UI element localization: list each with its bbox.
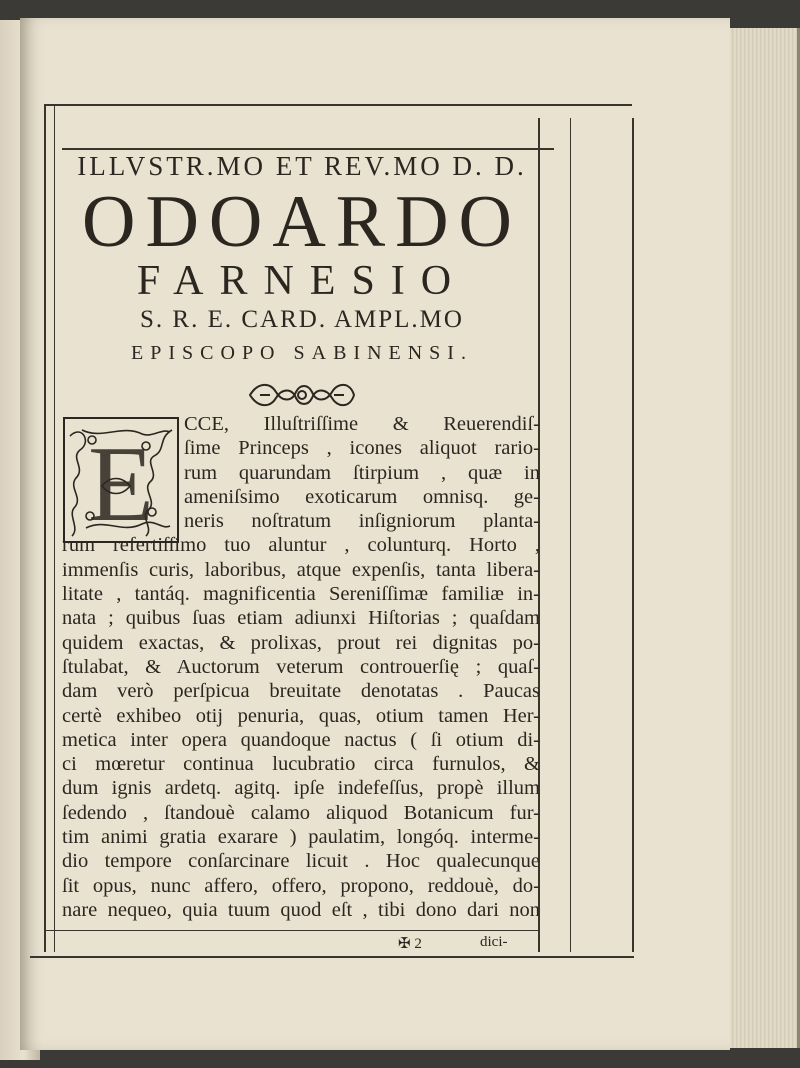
body-line-11: ſtulabat, & Auctorum veterum controuerſię ; quaſ- <box>62 655 540 678</box>
body-line-8: litate , tantáq. magnificentia Sereniſſimæ familiæ in- <box>62 583 540 606</box>
bottom-rule-long <box>30 956 634 958</box>
top-rule <box>44 104 632 106</box>
heading-line-honorific: ILLVSTR.MO ET REV.MO D. D. <box>77 151 527 181</box>
left-rule-outer <box>44 104 46 952</box>
body-line-9: nata ; quibus ſuas etiam adiunxi Hiſtorias ; quaſdam <box>62 607 540 630</box>
body-line-2: ſime Princeps , icones aliquot rario- <box>184 437 540 460</box>
signature-mark: ✠ 2 <box>398 936 422 952</box>
body-line-19: dio tempore conſarcinare licuit . Hoc qualecunque <box>62 850 540 873</box>
body-line-20: ſit opus, nunc affero, offero, propono, reddouè, do- <box>62 874 540 897</box>
body-line-18: tim animi gratia exarare ) paulatim, longóq. interme- <box>62 826 540 849</box>
body-line-1: CCE, Illuſtriſſime & Reuerendiſ- <box>184 413 540 435</box>
heading-line-bishop: EPISCOPO SABINENSI. <box>131 342 473 364</box>
dedication-heading <box>62 150 542 416</box>
catchword: dici- <box>480 934 508 950</box>
body-line-17: ſedendo , ſtandouè calamo aliquod Botanicum fur- <box>62 801 540 824</box>
body-line-3: rum quarundam ſtirpium , quæ in <box>184 461 540 484</box>
heading-line-cardinal: S. R. E. CARD. AMPL.MO <box>140 306 464 333</box>
right-rule-2 <box>570 118 571 952</box>
body-line-6: rum refertiſſimo tuo aluntur , colunturq. Horto , <box>62 534 540 557</box>
body-line-10: quidem exactas, & prolixas, prout rei dignitas po- <box>62 631 540 654</box>
body-line-15: ci mœretur continua lucubratio circa furnulos, & <box>62 753 540 776</box>
body-line-5: neris noſtratum inſigniorum planta- <box>184 510 540 533</box>
right-rule-3 <box>632 118 634 952</box>
heading-line-farnesio: FARNESIO <box>136 258 468 304</box>
dedication-body <box>62 412 540 922</box>
initial-letter: E <box>88 425 154 544</box>
body-line-21: nare nequeo, quia tuum quod eſt , tibi dono dari non <box>62 898 540 921</box>
body-line-16: dum ignis ardetq. agitq. ipſe indefeſſus, propè illum <box>62 777 540 800</box>
printers-ornament-icon <box>246 380 358 410</box>
bottom-rule <box>44 930 540 931</box>
left-rule-inner <box>54 104 55 952</box>
body-line-12: dam verò perſpicua breuitate denotatas . Paucas <box>62 680 540 703</box>
body-line-7: immenſis curis, laboribus, atque expenſis, tanta libera- <box>62 558 540 581</box>
body-line-4: ameniſsimo exoticarum omnisq. ge- <box>184 485 540 508</box>
heading-line-odoardo: ODOARDO <box>82 181 522 263</box>
body-line-13: certè exhibeo otij penuria, quas, otium tamen Her- <box>62 704 540 727</box>
body-line-14: metica inter opera quandoque nactus ( ſi otium di- <box>62 728 540 751</box>
